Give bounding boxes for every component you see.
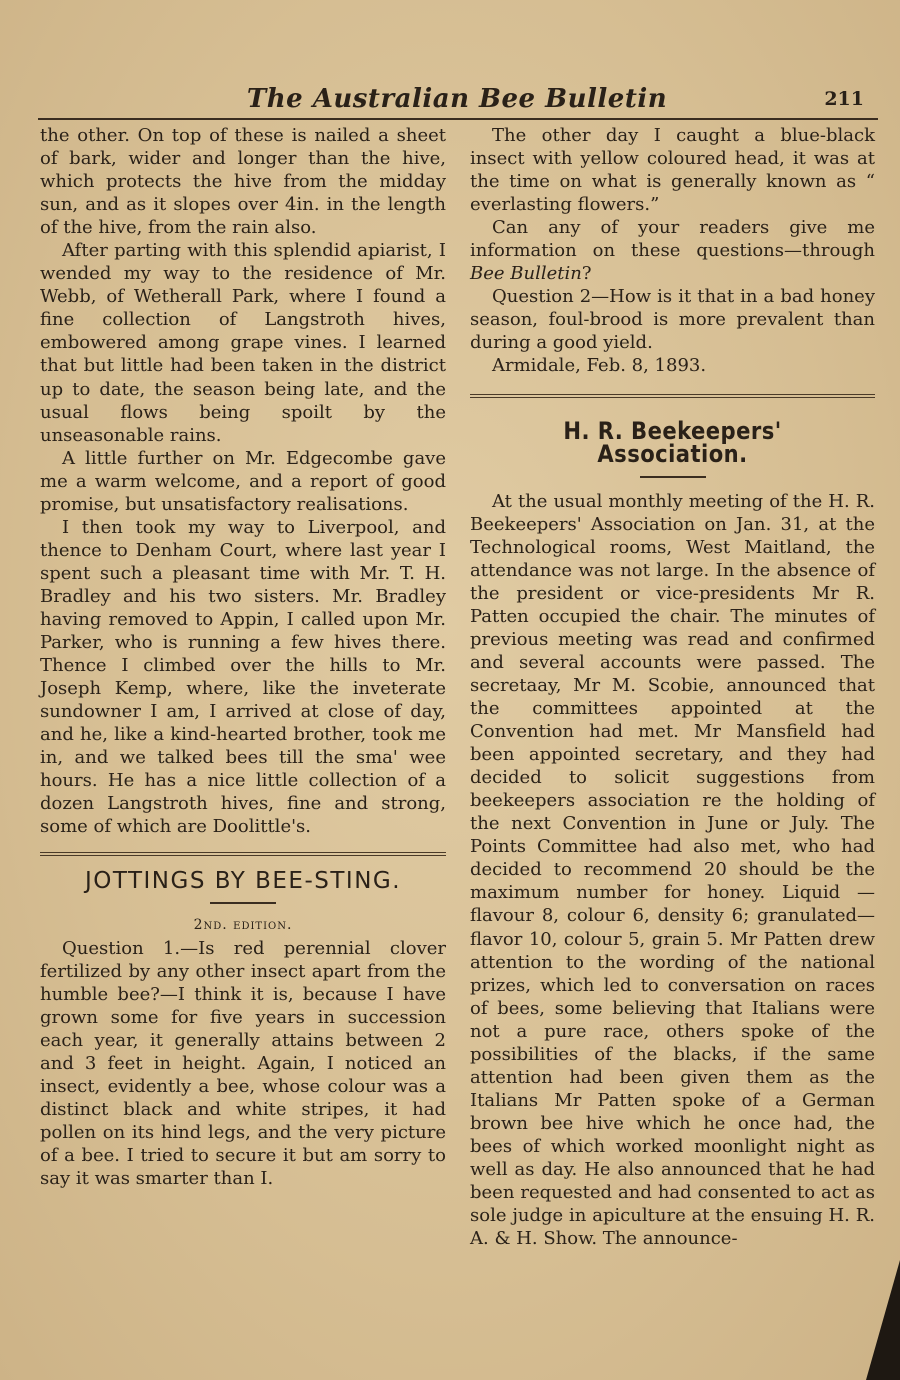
- paragraph: Question 2—How is it that in a bad honey season, foul-brood is more prevalent than during a good yield.: [470, 286, 875, 354]
- publication-name: Bee Bulletin: [470, 263, 582, 285]
- paragraph: The other day I caught a blue-black insect with yellow coloured head, it was at the time on what is generally known as “ everlasting flowers.”: [470, 125, 875, 216]
- page-header: [38, 84, 876, 118]
- right-column: [470, 124, 875, 1250]
- section-divider: [470, 394, 875, 398]
- section-heading-jottings: JOTTINGS BY BEE-STING.: [84, 868, 402, 895]
- section-divider: [40, 852, 446, 856]
- heading-rule: [640, 476, 706, 478]
- section-heading-association: H. R. Beekeepers' Association.: [563, 416, 782, 468]
- paragraph: After parting with this splendid apiarist, I wended my way to the residence of Mr. Webb, of Wetherall Park, where I found a fine collection of Langstroth hives, embowered among grape vines. I learned that but little had been taken in the district up to date, the season being late, and the usual flows being spoilt by the unseasonable rains.: [40, 240, 446, 446]
- paragraph: [470, 216, 875, 285]
- punctuation: ?: [581, 263, 592, 285]
- paragraph: A little further on Mr. Edgecombe gave me a warm welcome, and a report of good promise, but unsatisfactory realisations.: [40, 447, 446, 515]
- signoff: Armidale, Feb. 8, 1893.: [492, 355, 707, 377]
- edition-label: 2nd. edition.: [193, 916, 293, 933]
- paragraph: At the usual monthly meeting of the H. R. Beekeepers' Association on Jan. 31, at the Technological rooms, West Maitland, the attendance was not large. In the absence of the president or vice-presidents Mr R. Patten occupied the chair. The minutes of previous meeting was read and confirmed and several accounts were passed. The secretaay, Mr M. Scobie, announced that the committees appointed at the Convention had met. Mr Mansfield had been appointed secretary, and they had decided to solicit suggestions from beekeepers association re the holding of the next Convention in June or July. The Points Committee had also met, who had decided to recommend 20 should be the maximum number for honey. Liquid —flavour 8, colour 6, density 6; granulated—flavor 10, colour 5, grain 5. Mr Patten drew attention to the wording of the national prizes, which led to conversation on races of bees, some believing that Italians were not a pure race, others spoke of the possibilities of the blacks, if the same attention had been given them as the Italians Mr Patten spoke of a German brown bee hive which he once had, the bees of which worked moonlight night as well as day. He also announced that he had been requested and had consented to act as sole judge in apiculture at the ensuing H. R. A. & H. Show. The announce-: [470, 490, 875, 1250]
- header-rule: [38, 118, 878, 120]
- heading-rule: [210, 902, 276, 904]
- left-column: [40, 124, 446, 1190]
- journal-title: The Australian Bee Bulletin: [246, 84, 668, 114]
- torn-page-corner: [866, 1260, 900, 1380]
- paragraph: the other. On top of these is nailed a sheet of bark, wider and longer than the hive, which protects the hive from the midday sun, and as it slopes over 4in. in the length of the hive, from the rain also.: [40, 125, 446, 239]
- paragraph: Question 1.—Is red perennial clover fertilized by any other insect apart from the humble bee?—I think it is, because I have grown some for five years in succession each year, it generally attains between 2 and 3 feet in height. Again, I noticed an insect, evidently a bee, whose colour was a distinct black and white stripes, it had pollen on its hind legs, and the very picture of a bee. I tried to secure it but am sorry to say it was smarter than I.: [40, 937, 446, 1190]
- paragraph-text: Can any of your readers give me information on these questions—through: [470, 217, 875, 262]
- page-number: 211: [824, 88, 864, 110]
- paragraph: I then took my way to Liverpool, and thence to Denham Court, where last year I spent such a pleasant time with Mr. T. H. Bradley and his two sisters. Mr. Bradley having removed to Appin, I called upon Mr. Parker, who is running a few hives there. Thence I climbed over the hills to Mr. Joseph Kemp, where, like the inveterate sundowner I am, I arrived at close of day, and he, like a kind-hearted brother, took me in, and we talked bees till the sma' wee hours. He has a nice little collection of a dozen Langstroth hives, fine and strong, some of which are Doolittle's.: [40, 516, 446, 838]
